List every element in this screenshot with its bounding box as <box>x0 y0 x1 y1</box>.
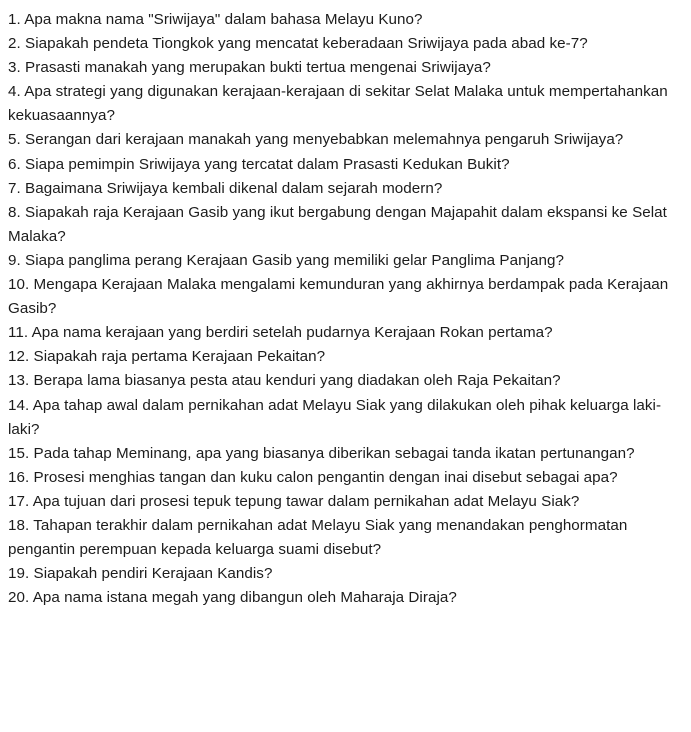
question-item: 7. Bagaimana Sriwijaya kembali dikenal dalam sejarah modern? <box>8 179 443 197</box>
question-item: 20. Apa nama istana megah yang dibangun oleh Maharaja Diraja? <box>8 589 457 607</box>
question-item: 18. Tahapan terakhir dalam pernikahan adat Melayu Siak yang menandakan penghormatan pengantin perempuan kepada keluarga suami disebut? <box>8 516 628 559</box>
question-item: 14. Apa tahap awal dalam pernikahan adat Melayu Siak yang dilakukan oleh pihak keluarga laki-laki? <box>8 396 662 438</box>
question-item: 19. Siapakah pendiri Kerajaan Kandis? <box>8 565 273 583</box>
question-item: 5. Serangan dari kerajaan manakah yang menyebabkan melemahnya pengaruh Sriwijaya? <box>8 131 624 149</box>
question-item: 12. Siapakah raja pertama Kerajaan Pekaitan? <box>8 348 326 366</box>
question-item: 9. Siapa panglima perang Kerajaan Gasib yang memiliki gelar Panglima Panjang? <box>8 251 564 269</box>
question-item: 4. Apa strategi yang digunakan kerajaan-kerajaan di sekitar Selat Malaka untuk mempertahankan kekuasaannya? <box>8 83 668 125</box>
question-item: 3. Prasasti manakah yang merupakan bukti tertua mengenai Sriwijaya? <box>8 59 491 77</box>
question-item: 17. Apa tujuan dari prosesi tepuk tepung tawar dalam pernikahan adat Melayu Siak? <box>8 492 580 510</box>
question-item: 2. Siapakah pendeta Tiongkok yang mencatat keberadaan Sriwijaya pada abad ke-7? <box>8 35 588 53</box>
question-item: 10. Mengapa Kerajaan Malaka mengalami kemunduran yang akhirnya berdampak pada Kerajaan Gasib? <box>8 276 669 318</box>
question-item: 8. Siapakah raja Kerajaan Gasib yang ikut bergabung dengan Majapahit dalam ekspansi ke Selat Malaka? <box>8 203 667 245</box>
question-item: 16. Prosesi menghias tangan dan kuku calon pengantin dengan inai disebut sebagai apa? <box>8 468 618 486</box>
question-list <box>8 8 688 610</box>
question-item: 15. Pada tahap Meminang, apa yang biasanya diberikan sebagai tanda ikatan pertunangan? <box>8 444 635 462</box>
question-item: 11. Apa nama kerajaan yang berdiri setelah pudarnya Kerajaan Rokan pertama? <box>8 324 553 342</box>
question-item: 6. Siapa pemimpin Sriwijaya yang tercatat dalam Prasasti Kedukan Bukit? <box>8 155 510 173</box>
question-item: 1. Apa makna nama "Sriwijaya" dalam bahasa Melayu Kuno? <box>8 11 423 28</box>
question-item: 13. Berapa lama biasanya pesta atau kenduri yang diadakan oleh Raja Pekaitan? <box>8 372 561 390</box>
